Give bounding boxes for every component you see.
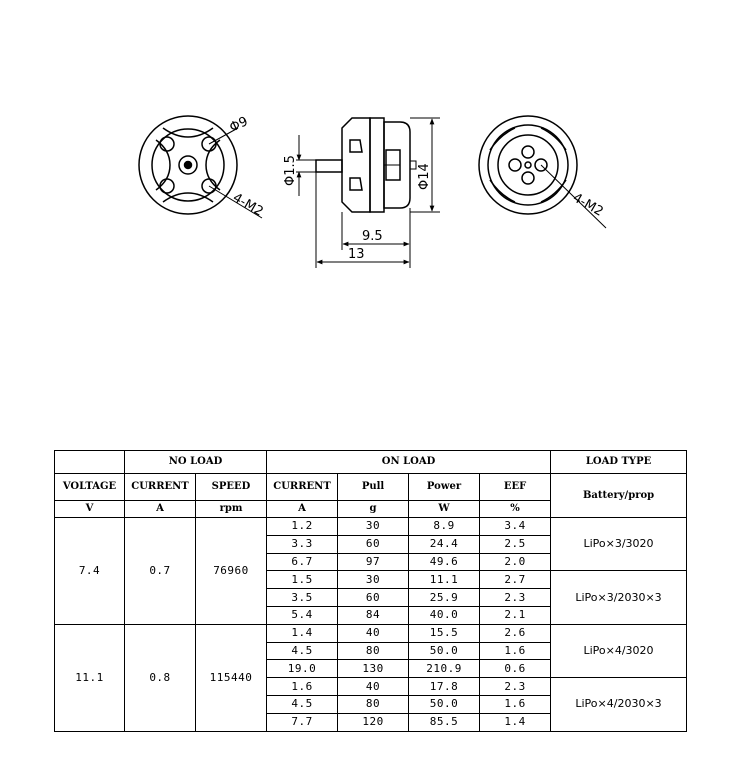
motor-dimension-drawing — [0, 0, 733, 300]
current-cell: 4.5 — [267, 695, 338, 713]
current-cell: 1.5 — [267, 571, 338, 589]
load-type-cell: LiPo×3/3020 — [551, 518, 687, 571]
efficiency-header: EEF — [480, 474, 551, 501]
power-cell: 15.5 — [409, 624, 480, 642]
load-type-cell: LiPo×4/2030×3 — [551, 678, 687, 731]
table-row — [55, 624, 687, 642]
no-load-current-unit: A — [125, 501, 196, 518]
current-unit: A — [267, 501, 338, 518]
efficiency-cell: 2.3 — [480, 589, 551, 607]
body-length-label: 9.5 — [362, 229, 383, 244]
on-load-header: ON LOAD — [267, 451, 551, 474]
group-header-row — [55, 451, 687, 474]
efficiency-unit: % — [480, 501, 551, 518]
no-load-current-header: CURRENT — [125, 474, 196, 501]
current-cell: 1.4 — [267, 624, 338, 642]
pull-cell: 80 — [338, 695, 409, 713]
current-cell: 3.5 — [267, 589, 338, 607]
power-cell: 210.9 — [409, 660, 480, 678]
voltage-cell: 11.1 — [55, 624, 125, 731]
front-phi9-label: Φ9 — [227, 114, 251, 136]
total-length-label: 13 — [348, 247, 365, 262]
pull-cell: 80 — [338, 642, 409, 660]
current-cell: 3.3 — [267, 535, 338, 553]
column-header-row — [55, 474, 687, 501]
pull-cell: 60 — [338, 535, 409, 553]
pull-unit: g — [338, 501, 409, 518]
power-cell: 85.5 — [409, 713, 480, 731]
speed-header: SPEED — [196, 474, 267, 501]
body-diameter-label: Φ14 — [417, 163, 432, 190]
current-cell: 7.7 — [267, 713, 338, 731]
efficiency-cell: 0.6 — [480, 660, 551, 678]
pull-cell: 40 — [338, 678, 409, 696]
pull-cell: 84 — [338, 606, 409, 624]
power-cell: 24.4 — [409, 535, 480, 553]
no-load-current-cell: 0.7 — [125, 518, 196, 625]
speed-cell: 76960 — [196, 518, 267, 625]
pull-cell: 30 — [338, 571, 409, 589]
power-cell: 25.9 — [409, 589, 480, 607]
current-cell: 1.2 — [267, 518, 338, 536]
motor-performance-table — [54, 450, 687, 732]
power-cell: 50.0 — [409, 642, 480, 660]
load-type-header: LOAD TYPE — [551, 451, 687, 474]
power-cell: 40.0 — [409, 606, 480, 624]
power-cell: 17.8 — [409, 678, 480, 696]
current-cell: 6.7 — [267, 553, 338, 571]
efficiency-cell: 1.4 — [480, 713, 551, 731]
efficiency-cell: 1.6 — [480, 642, 551, 660]
load-type-cell: LiPo×4/3020 — [551, 624, 687, 677]
table-row — [55, 518, 687, 536]
current-cell: 1.6 — [267, 678, 338, 696]
voltage-cell: 7.4 — [55, 518, 125, 625]
pull-cell: 130 — [338, 660, 409, 678]
efficiency-cell: 2.7 — [480, 571, 551, 589]
shaft-diameter-label: Φ1.5 — [283, 155, 298, 186]
pull-cell: 120 — [338, 713, 409, 731]
current-cell: 19.0 — [267, 660, 338, 678]
voltage-unit: V — [55, 501, 125, 518]
power-cell: 50.0 — [409, 695, 480, 713]
empty-corner-cell — [55, 451, 125, 474]
power-cell: 8.9 — [409, 518, 480, 536]
power-header: Power — [409, 474, 480, 501]
pull-cell: 40 — [338, 624, 409, 642]
efficiency-cell: 3.4 — [480, 518, 551, 536]
power-cell: 11.1 — [409, 571, 480, 589]
power-unit: W — [409, 501, 480, 518]
current-cell: 4.5 — [267, 642, 338, 660]
rear-screw-label: 4-M2 — [570, 190, 606, 220]
load-type-cell: LiPo×3/2030×3 — [551, 571, 687, 624]
no-load-header: NO LOAD — [125, 451, 267, 474]
front-screw-label: 4-M2 — [230, 190, 266, 220]
pull-cell: 30 — [338, 518, 409, 536]
pull-header: Pull — [338, 474, 409, 501]
efficiency-cell: 2.0 — [480, 553, 551, 571]
current-header: CURRENT — [267, 474, 338, 501]
efficiency-cell: 2.6 — [480, 624, 551, 642]
efficiency-cell: 2.1 — [480, 606, 551, 624]
speed-cell: 115440 — [196, 624, 267, 731]
speed-unit: rpm — [196, 501, 267, 518]
no-load-current-cell: 0.8 — [125, 624, 196, 731]
power-cell: 49.6 — [409, 553, 480, 571]
pull-cell: 97 — [338, 553, 409, 571]
efficiency-cell: 2.3 — [480, 678, 551, 696]
efficiency-cell: 2.5 — [480, 535, 551, 553]
current-cell: 5.4 — [267, 606, 338, 624]
efficiency-cell: 1.6 — [480, 695, 551, 713]
voltage-header: VOLTAGE — [55, 474, 125, 501]
side-view — [296, 118, 440, 268]
pull-cell: 60 — [338, 589, 409, 607]
battery-prop-header: Battery/prop — [551, 474, 687, 518]
